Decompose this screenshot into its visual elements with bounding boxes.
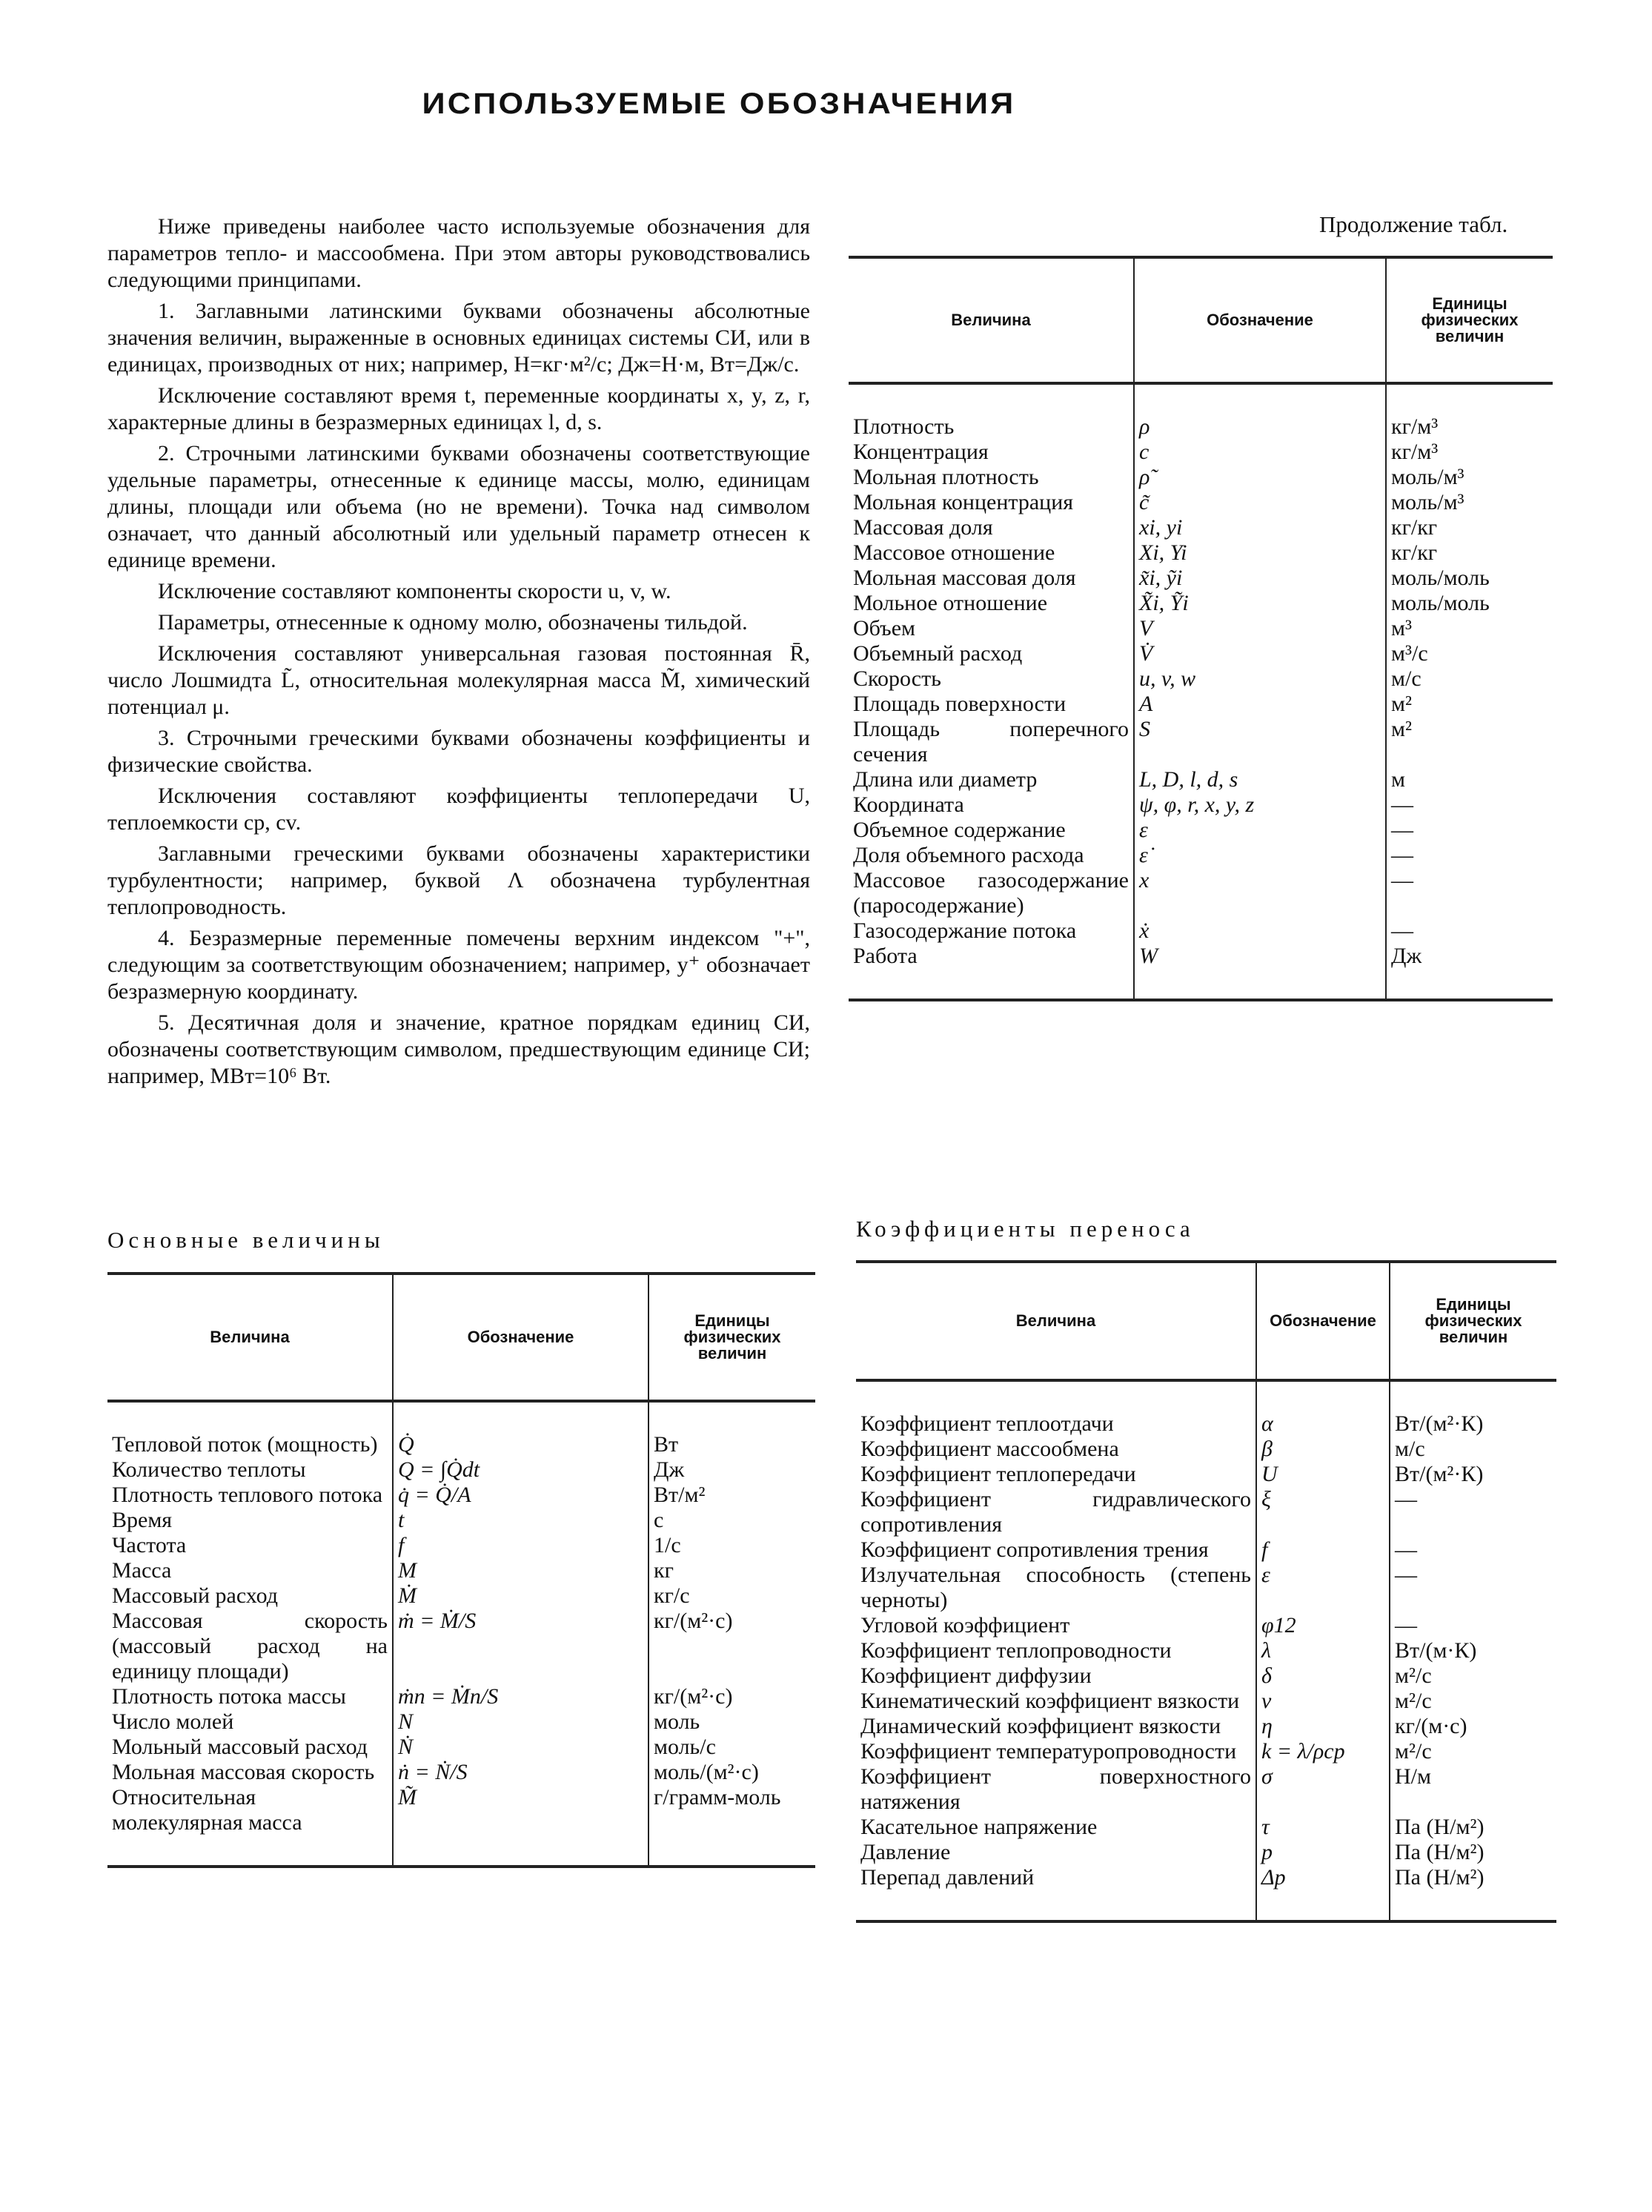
symbol-cell: ν: [1256, 1689, 1390, 1714]
unit-cell: кг/кг: [1386, 515, 1553, 540]
table-row: [856, 1437, 1556, 1462]
quantity-cell: Мольная концентрация: [853, 490, 1074, 514]
table-row: [849, 792, 1553, 818]
transfer-coefficients-table: [856, 1260, 1556, 1923]
unit-cell: Па (Н/м²): [1390, 1840, 1556, 1865]
symbol-cell: M: [393, 1558, 648, 1583]
table-row: [107, 1735, 815, 1760]
table-row: [849, 566, 1553, 591]
quantity-cell: Массовая скорость (массовый расход на единицу площади): [112, 1609, 388, 1683]
unit-cell: м²/с: [1390, 1689, 1556, 1714]
table-row: [849, 717, 1553, 767]
symbol-cell: Q̇: [393, 1401, 648, 1457]
quantity-cell: Плотность потока массы: [112, 1684, 346, 1709]
table-row: [107, 1457, 815, 1483]
symbol-cell: φ12: [1256, 1613, 1390, 1638]
quantity-cell: Число молей: [112, 1709, 234, 1734]
column-header: Обозначение: [1134, 257, 1386, 383]
quantity-cell: Объем: [853, 616, 915, 640]
unit-cell: г/грамм-моль: [648, 1785, 815, 1867]
quantity-cell: Коэффициент гидравлического сопротивления: [860, 1487, 1251, 1537]
symbol-cell: c: [1134, 440, 1386, 465]
symbol-cell: U: [1256, 1462, 1390, 1487]
table-row: [107, 1583, 815, 1609]
symbol-cell: V: [1134, 616, 1386, 641]
intro-text: [107, 213, 810, 1094]
symbol-cell: λ: [1256, 1638, 1390, 1663]
unit-cell: Вт: [648, 1401, 815, 1457]
unit-cell: Вт/(м²·К): [1390, 1462, 1556, 1487]
unit-cell: м/с: [1386, 666, 1553, 692]
table-row: [856, 1840, 1556, 1865]
symbol-cell: u, v, w: [1134, 666, 1386, 692]
symbol-cell: σ: [1256, 1764, 1390, 1815]
unit-cell: моль/моль: [1386, 591, 1553, 616]
unit-cell: —: [1386, 792, 1553, 818]
unit-cell: кг/с: [648, 1583, 815, 1609]
quantity-cell: Работа: [849, 944, 1134, 1000]
column-header: Величина: [210, 1328, 290, 1346]
unit-cell: Вт/(м²·К): [1390, 1380, 1556, 1437]
unit-cell: Дж: [648, 1457, 815, 1483]
intro-paragraph: Параметры, отнесенные к одному молю, обозначены тильдой.: [158, 610, 748, 635]
unit-cell: Н/м: [1390, 1764, 1556, 1815]
quantity-cell: Относительная молекулярная масса: [107, 1785, 393, 1867]
quantity-cell: Массовый расход: [112, 1583, 278, 1608]
symbol-cell: q̇ = Q̇/A: [393, 1483, 648, 1508]
table-row: [849, 818, 1553, 843]
unit-cell: м²: [1386, 717, 1553, 767]
symbol-cell: x̃i, ỹi: [1134, 566, 1386, 591]
unit-cell: моль/с: [648, 1735, 815, 1760]
quantity-cell: Массовая доля: [853, 515, 993, 540]
unit-cell: моль/м³: [1386, 490, 1553, 515]
symbol-cell: τ: [1256, 1815, 1390, 1840]
unit-cell: —: [1390, 1487, 1556, 1537]
unit-cell: —: [1386, 918, 1553, 944]
table-row: [849, 616, 1553, 641]
symbol-cell: W: [1134, 944, 1386, 1000]
quantity-cell: Плотность: [853, 414, 955, 439]
symbol-cell: ρ̃: [1134, 465, 1386, 490]
symbol-cell: M̃: [393, 1785, 648, 1867]
unit-cell: м/с: [1390, 1437, 1556, 1462]
symbol-cell: ẋ: [1134, 918, 1386, 944]
quantity-cell: Объемное содержание: [853, 818, 1066, 842]
quantity-cell: Количество теплоты: [112, 1457, 306, 1482]
symbol-cell: δ: [1256, 1663, 1390, 1689]
quantity-cell: Перепад давлений: [856, 1865, 1256, 1921]
quantity-cell: Давление: [860, 1840, 951, 1864]
unit-cell: моль/(м²·с): [648, 1760, 815, 1785]
symbol-cell: ṁn = Ṁn/S: [393, 1684, 648, 1709]
table-row: [107, 1709, 815, 1735]
quantity-cell: Длина или диаметр: [853, 767, 1038, 792]
intro-paragraph: 4. Безразмерные переменные помечены верхним индексом "+", следующим за соответствующим обозначением; например, y⁺ обозначает безразмерную координату.: [107, 926, 810, 1004]
column-header: Единицы физических величин: [1386, 257, 1553, 383]
quantity-cell: Динамический коэффициент вязкости: [860, 1714, 1221, 1738]
symbol-cell: S: [1134, 717, 1386, 767]
table-row: [849, 515, 1553, 540]
quantity-cell: Мольное отношение: [853, 591, 1048, 615]
intro-paragraph: Заглавными греческими буквами обозначены характеристики турбулентности; например, буквой Λ обозначена турбулентная теплопроводность.: [107, 841, 810, 919]
intro-paragraph: Исключения составляют универсальная газовая постоянная R̄, число Лошмидта L̃, относительная молекулярная масса M̃, химический потенциал μ.: [107, 641, 810, 719]
symbol-cell: Δp: [1256, 1865, 1390, 1921]
unit-cell: кг/кг: [1386, 540, 1553, 566]
symbol-cell: V̇: [1134, 641, 1386, 666]
unit-cell: —: [1386, 868, 1553, 918]
table-row: [849, 383, 1553, 440]
table-row: [856, 1865, 1556, 1921]
table-row: [849, 641, 1553, 666]
table-row: [849, 591, 1553, 616]
table-row: [107, 1483, 815, 1508]
table-row: [107, 1508, 815, 1533]
unit-cell: 1/с: [648, 1533, 815, 1558]
unit-cell: кг: [648, 1558, 815, 1583]
symbol-cell: p: [1256, 1840, 1390, 1865]
basic-quantities-heading: Основные величины: [107, 1227, 385, 1253]
table-row: [856, 1689, 1556, 1714]
table-row: [849, 490, 1553, 515]
symbol-cell: η: [1256, 1714, 1390, 1739]
intro-paragraph: Исключения составляют коэффициенты теплопередачи U, теплоемкости cp, cv.: [107, 784, 810, 835]
table-row: [856, 1815, 1556, 1840]
quantity-cell: Коэффициент теплоотдачи: [860, 1411, 1114, 1436]
quantity-cell: Коэффициент поверхностного натяжения: [860, 1764, 1251, 1814]
unit-cell: кг/м³: [1386, 383, 1553, 440]
symbol-cell: t: [393, 1508, 648, 1533]
quantity-cell: Тепловой поток (мощность): [112, 1432, 378, 1457]
table-row: [107, 1533, 815, 1558]
table-row: [107, 1609, 815, 1684]
symbol-cell: c̃: [1134, 490, 1386, 515]
unit-cell: Вт/м²: [648, 1483, 815, 1508]
symbol-cell: ε: [1134, 818, 1386, 843]
page-title: ИСПОЛЬЗУЕМЫЕ ОБОЗНАЧЕНИЯ: [422, 87, 1016, 120]
table-row: [849, 918, 1553, 944]
table-row: [856, 1613, 1556, 1638]
intro-paragraph: Ниже приведены наиболее часто используемые обозначения для параметров тепло- и массообмена. При этом авторы руководствовались следующими принципами.: [107, 214, 810, 292]
quantity-cell: Коэффициент массообмена: [860, 1437, 1119, 1461]
unit-cell: моль/м³: [1386, 465, 1553, 490]
unit-cell: Па (Н/м²): [1390, 1815, 1556, 1840]
table-row: [849, 465, 1553, 490]
intro-paragraph: Исключение составляют компоненты скорости u, v, w.: [158, 579, 671, 603]
quantity-cell: Угловой коэффициент: [860, 1613, 1070, 1638]
table-row: [856, 1462, 1556, 1487]
unit-cell: м: [1386, 767, 1553, 792]
table-row: [107, 1558, 815, 1583]
quantity-cell: Время: [112, 1508, 173, 1532]
quantity-cell: Мольная плотность: [853, 465, 1039, 489]
quantity-cell: Коэффициент температуропроводности: [860, 1739, 1237, 1764]
symbol-cell: ṅ = Ṅ/S: [393, 1760, 648, 1785]
quantity-cell: Доля объемного расхода: [853, 843, 1084, 867]
symbol-cell: xi, yi: [1134, 515, 1386, 540]
table-row: [107, 1760, 815, 1785]
unit-cell: —: [1390, 1563, 1556, 1613]
unit-cell: м³/с: [1386, 641, 1553, 666]
quantity-cell: Коэффициент диффузии: [860, 1663, 1092, 1688]
symbol-cell: α: [1256, 1380, 1390, 1437]
symbol-cell: x: [1134, 868, 1386, 918]
table-row: [849, 666, 1553, 692]
unit-cell: Дж: [1386, 944, 1553, 1000]
table-row: [856, 1764, 1556, 1815]
table-row: [849, 868, 1553, 918]
quantity-cell: Плотность теплового потока: [112, 1483, 383, 1507]
table-row: [107, 1684, 815, 1709]
quantity-cell: Концентрация: [853, 440, 989, 464]
transfer-coefficients-heading: Коэффициенты переноса: [856, 1216, 1195, 1242]
intro-paragraph: 3. Строчными греческими буквами обозначены коэффициенты и физические свойства.: [107, 726, 810, 777]
table-row: [856, 1714, 1556, 1739]
quantity-cell: Координата: [853, 792, 964, 817]
symbol-cell: f: [1256, 1537, 1390, 1563]
quantity-cell: Кинематический коэффициент вязкости: [860, 1689, 1240, 1713]
symbol-cell: ξ: [1256, 1487, 1390, 1537]
quantity-cell: Коэффициент теплопроводности: [860, 1638, 1172, 1663]
unit-cell: м³: [1386, 616, 1553, 641]
intro-paragraph: 2. Строчными латинскими буквами обозначены соответствующие удельные параметры, отнесенные к единице массы, молю, единицам длины, площади или объема (но не времени). Точка над символом означает, что данный абсолютный или удельный параметр отнесен к единице времени.: [107, 441, 810, 572]
symbol-cell: ψ, φ, r, x, y, z: [1134, 792, 1386, 818]
quantity-cell: Масса: [112, 1558, 172, 1583]
table-row: [849, 944, 1553, 1000]
quantity-cell: Мольная массовая доля: [853, 566, 1076, 590]
quantity-cell: Мольный массовый расход: [112, 1735, 368, 1759]
table-row: [856, 1537, 1556, 1563]
quantity-cell: Касательное напряжение: [860, 1815, 1098, 1839]
column-header: Величина: [951, 311, 1031, 329]
unit-cell: кг/(м·с): [1390, 1714, 1556, 1739]
quantity-cell: Массовое отношение: [853, 540, 1055, 565]
unit-cell: кг/м³: [1386, 440, 1553, 465]
symbol-cell: N: [393, 1709, 648, 1735]
column-header: Обозначение: [1256, 1262, 1390, 1380]
symbol-cell: ε: [1256, 1563, 1390, 1613]
unit-cell: м²/с: [1390, 1663, 1556, 1689]
symbol-cell: X̃i, Ỹi: [1134, 591, 1386, 616]
table-row: [107, 1401, 815, 1457]
quantity-cell: Мольная массовая скорость: [112, 1760, 375, 1784]
quantity-cell: Скорость: [853, 666, 941, 691]
continued-quantities-table: [849, 256, 1553, 1001]
symbol-cell: f: [393, 1533, 648, 1558]
unit-cell: м²: [1386, 692, 1553, 717]
quantity-cell: Объемный расход: [853, 641, 1023, 666]
table-row: [849, 540, 1553, 566]
symbol-cell: Xi, Yi: [1134, 540, 1386, 566]
column-header: Величина: [1015, 1311, 1096, 1330]
table-row: [856, 1487, 1556, 1537]
table-row: [856, 1638, 1556, 1663]
unit-cell: —: [1386, 843, 1553, 868]
table-row: [107, 1785, 815, 1867]
table-row: [849, 767, 1553, 792]
symbol-cell: Ṅ: [393, 1735, 648, 1760]
quantity-cell: Частота: [112, 1533, 187, 1557]
column-header: Единицы физических величин: [648, 1274, 815, 1401]
quantity-cell: Излучательная способность (степень черноты): [860, 1563, 1251, 1612]
quantity-cell: Массовое газосодержание (паросодержание): [853, 868, 1129, 918]
symbol-cell: Q = ∫Q̇dt: [393, 1457, 648, 1483]
symbol-cell: L, D, l, d, s: [1134, 767, 1386, 792]
table-row: [856, 1663, 1556, 1689]
unit-cell: —: [1390, 1613, 1556, 1638]
table-row: [856, 1380, 1556, 1437]
basic-quantities-table: [107, 1272, 815, 1868]
symbol-cell: ρ: [1134, 383, 1386, 440]
unit-cell: кг/(м²·с): [648, 1684, 815, 1709]
table-row: [849, 692, 1553, 717]
quantity-cell: Площадь поверхности: [853, 692, 1066, 716]
unit-cell: кг/(м²·с): [648, 1609, 815, 1684]
table-row: [856, 1563, 1556, 1613]
symbol-cell: ṁ = Ṁ/S: [393, 1609, 648, 1684]
intro-paragraph: 1. Заглавными латинскими буквами обозначены абсолютные значения величин, выраженные в основных единицах системы СИ, или в единицах, производных от них; например, Н=кг·м²/с; Дж=Н·м, Вт=Дж/с.: [107, 299, 810, 377]
table-row: [849, 440, 1553, 465]
unit-cell: моль: [648, 1709, 815, 1735]
quantity-cell: Газосодержание потока: [853, 918, 1077, 943]
unit-cell: м²/с: [1390, 1739, 1556, 1764]
quantity-cell: Площадь поперечного сечения: [853, 717, 1129, 766]
symbol-cell: ε̇: [1134, 843, 1386, 868]
symbol-cell: β: [1256, 1437, 1390, 1462]
unit-cell: с: [648, 1508, 815, 1533]
quantity-cell: Коэффициент сопротивления трения: [860, 1537, 1209, 1562]
table-row: [849, 843, 1553, 868]
unit-cell: Па (Н/м²): [1390, 1865, 1556, 1921]
column-header: Обозначение: [393, 1274, 648, 1401]
unit-cell: Вт/(м·К): [1390, 1638, 1556, 1663]
symbol-cell: A: [1134, 692, 1386, 717]
table-row: [856, 1739, 1556, 1764]
table-continuation-label: Продолжение табл.: [1319, 211, 1508, 237]
symbol-cell: k = λ/ρcp: [1256, 1739, 1390, 1764]
unit-cell: —: [1386, 818, 1553, 843]
intro-paragraph: 5. Десятичная доля и значение, кратное порядкам единиц СИ, обозначены соответствующим символом, предшествующим единице СИ; например, МВт=10⁶ Вт.: [107, 1010, 810, 1088]
unit-cell: —: [1390, 1537, 1556, 1563]
quantity-cell: Коэффициент теплопередачи: [860, 1462, 1136, 1486]
symbol-cell: Ṁ: [393, 1583, 648, 1609]
column-header: Единицы физических величин: [1390, 1262, 1556, 1380]
intro-paragraph: Исключение составляют время t, переменные координаты x, y, z, r, характерные длины в безразмерных единицах l, d, s.: [107, 383, 810, 434]
unit-cell: моль/моль: [1386, 566, 1553, 591]
